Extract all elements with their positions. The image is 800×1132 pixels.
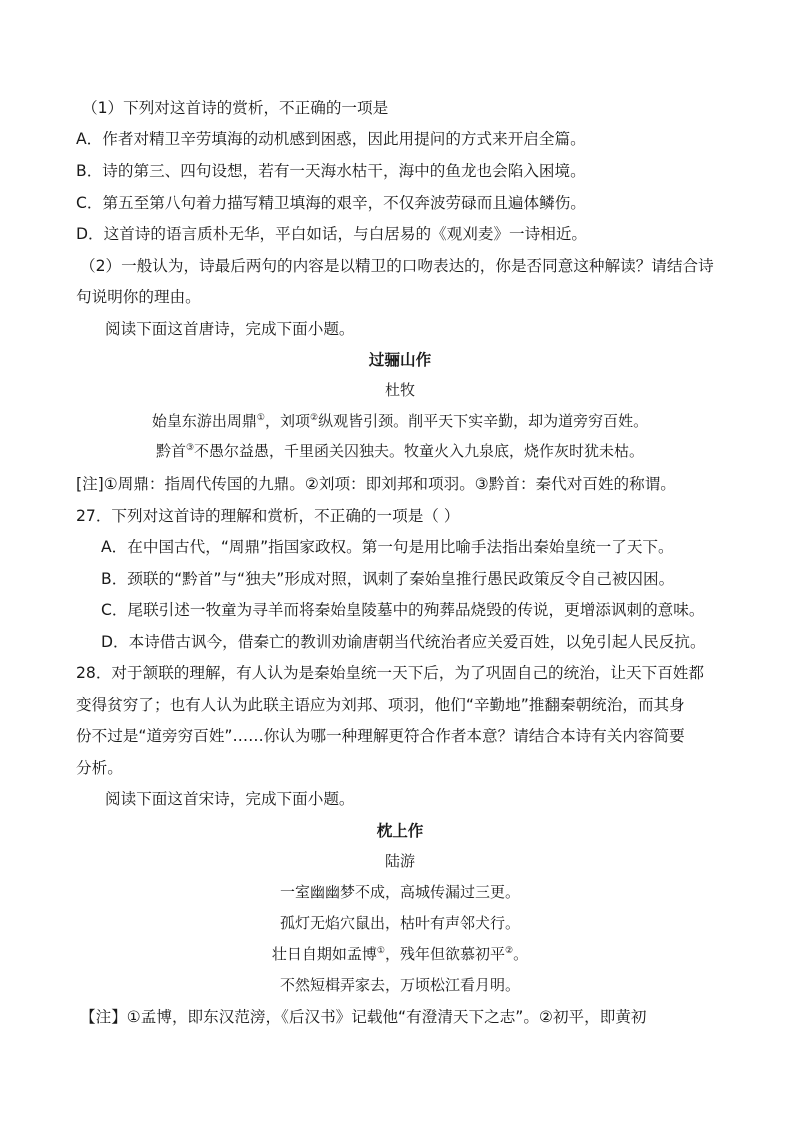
poem-text: ，残年但欲慕初平 — [384, 945, 505, 963]
poem-line-1: 一室幽幽梦不成，高城传漏过三更。 — [279, 883, 520, 901]
poem-text: ，刘项 — [264, 412, 310, 430]
poem-text: 纵观皆引颈。削平天下实辛勤，却为道旁穷百姓。 — [318, 412, 649, 430]
question-27-option-a: A．在中国古代，“周鼎”指国家政权。第一句是用比喻手法指出秦始皇统一了天下。 — [101, 538, 674, 556]
poem-line-2 — [0, 440, 800, 462]
question-2-line-2: 句说明你的理由。 — [76, 288, 201, 306]
footnote-marker-2: ② — [310, 413, 319, 423]
footnote-marker-1: ① — [376, 946, 385, 956]
poem-text: 黔首 — [155, 442, 186, 460]
question-2-line-1: （2）一般认为，诗最后两句的内容是以精卫的口吻表达的，你是否同意这种解读？请结合诗 — [80, 257, 714, 275]
question-28-line-1: 28．对于颔联的理解，有人认为是秦始皇统一天下后，为了巩固自己的统治，让天下百姓都 — [76, 664, 704, 682]
poem-author-lu-you: 陆游 — [384, 852, 415, 870]
section-3-intro: 阅读下面这首宋诗，完成下面小题。 — [105, 790, 355, 808]
poem-notes: [注]①周鼎：指周代传国的九鼎。②刘项：即刘邦和项羽。③黔首：秦代对百姓的称谓。 — [76, 475, 676, 493]
question-28-line-3: 份不过是“道旁穷百姓”……你认为哪一种理解更符合作者本意？请结合本诗有关内容简要 — [76, 727, 685, 745]
poem-title-guo-lishan-zuo: 过骊山作 — [368, 351, 432, 369]
poem-title-zhen-shang-zuo: 枕上作 — [376, 822, 424, 840]
question-28-line-2: 变得贫穷了；也有人认为此联主语应为刘邦、项羽，他们“辛勤地”推翻秦朝统治，而其身 — [76, 696, 685, 714]
section-2-intro: 阅读下面这首唐诗，完成下面小题。 — [105, 320, 355, 338]
poem-line-1 — [0, 410, 800, 432]
question-27-option-c: C．尾联引述一牧童为寻羊而将秦始皇陵墓中的殉葬品烧毁的传说，更增添讽刺的意味。 — [101, 601, 705, 619]
question-28-line-4: 分析。 — [76, 759, 123, 777]
poem-text: 始皇东游出周鼎 — [151, 412, 257, 430]
footnote-marker-1: ① — [256, 413, 265, 423]
question-27-stem: 27．下列对这首诗的理解和赏析，不正确的一项是（ ） — [76, 507, 460, 525]
poem-line-4: 不然短楫弄家去，万顷松江看月明。 — [279, 976, 520, 994]
poem-line-3 — [0, 943, 800, 965]
poem-author-du-mu: 杜牧 — [384, 381, 415, 399]
question-27-option-d: D．本诗借古讽今，借秦亡的教训劝谕唐朝当代统治者应关爱百姓，以免引起人民反抗。 — [101, 633, 706, 651]
footnote-marker-3: ③ — [185, 443, 195, 453]
poem-line-2: 孤灯无焰穴鼠出，枯叶有声邻犬行。 — [279, 914, 520, 932]
poem-text: 壮日自期如孟博 — [271, 945, 377, 963]
poem-text: 。 — [513, 945, 529, 963]
question-1-option-b: B．诗的第三、四句设想，若有一天海水枯干，海中的鱼龙也会陷入困境。 — [76, 162, 586, 180]
question-27-option-b: B．颈联的“黔首”与“独夫”形成对照，讽刺了秦始皇推行愚民政策反令自己被囚困。 — [101, 570, 675, 588]
question-1-option-d: D．这首诗的语言质朴无华，平白如话，与白居易的《观刈麦》一诗相近。 — [76, 225, 588, 243]
poem-text: 不愚尔益愚，千里函关囚独夫。牧童火入九泉底，烧作灰时犹未枯。 — [194, 442, 645, 460]
question-1-option-c: C．第五至第八句着力描写精卫填海的艰辛，不仅奔波劳碌而且遍体鳞伤。 — [76, 194, 586, 212]
footnote-marker-2: ② — [505, 946, 514, 956]
poem-notes: 【注】①孟博，即东汉范滂，《后汉书》记载他“有澄清天下之志”。②初平，即黄初 — [80, 1008, 647, 1026]
question-1-option-a: A．作者对精卫辛劳填海的动机感到困惑，因此用提问的方式来开启全篇。 — [76, 130, 586, 148]
question-1-stem: （1）下列对这首诗的赏析，不正确的一项是 — [82, 99, 389, 117]
